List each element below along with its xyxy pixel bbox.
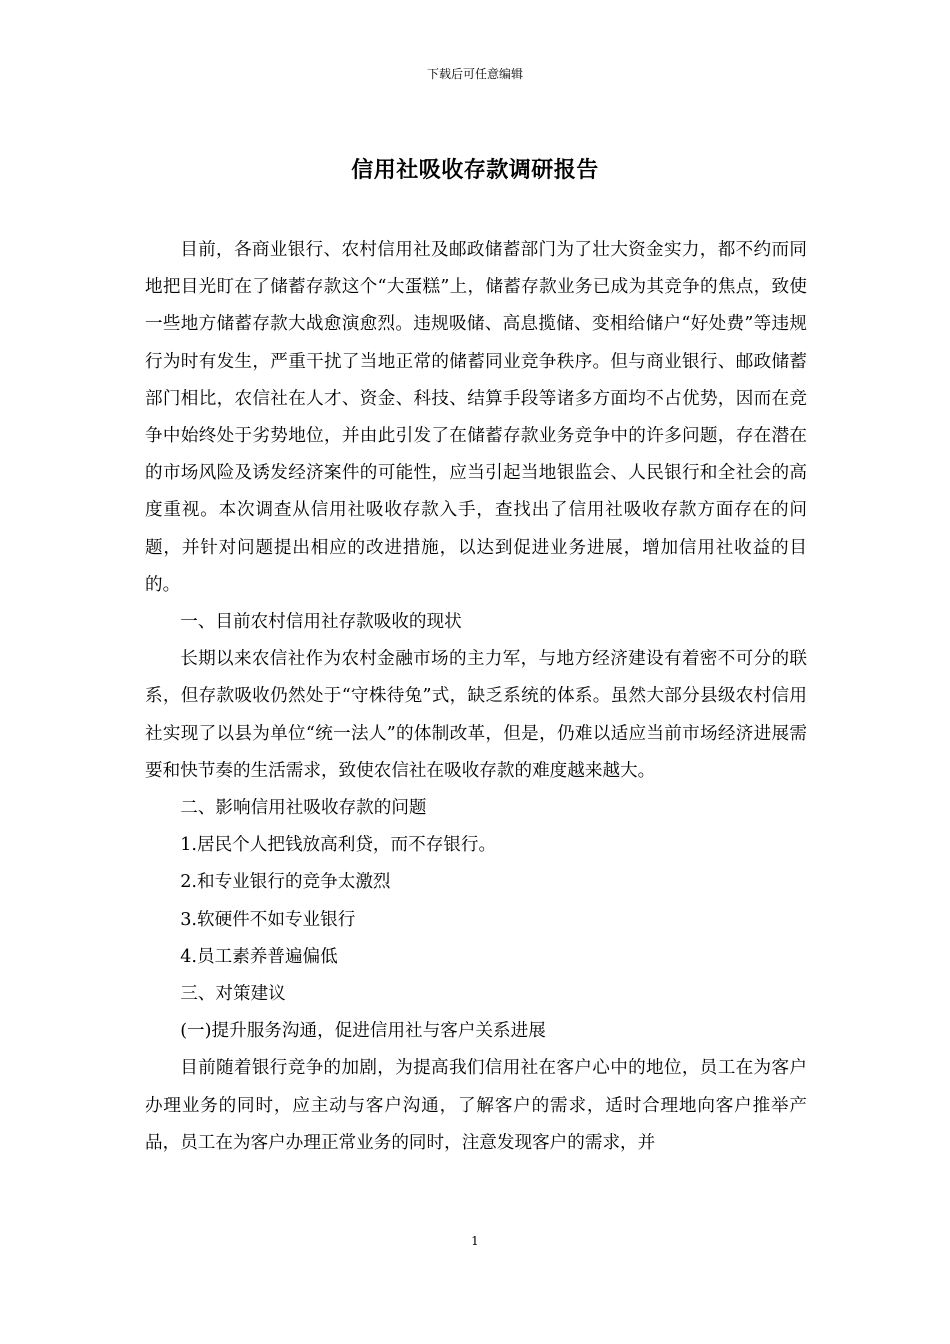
page-header-note: 下载后可任意编辑: [426, 67, 523, 81]
section-heading-2: 二、影响信用社吸收存款的问题: [180, 798, 427, 819]
section-heading-1: 一、目前农村信用社存款吸收的现状: [180, 612, 462, 633]
list-item-issue-3: 3.软硬件不如专业银行: [180, 909, 356, 930]
document-body: [145, 232, 807, 1162]
paragraph-current-status: 长期以来农信社作为农村金融市场的主力军，与地方经济建设有着密不可分的联系，但存款吸收仍然处于“守株待兔”式，缺乏系统的体系。虽然大部分县级农村信用社实现了以县为单位“统一法人”的体制改革，但是，仍难以适应当前市场经济进展需要和快节奏的生活需求，致使农信社在吸收存款的难度越来越大。: [145, 649, 807, 781]
section-heading-3: 三、对策建议: [180, 984, 286, 1005]
page-number: 1: [471, 1234, 479, 1248]
paragraph-service-communication: 目前随着银行竞争的加剧，为提高我们信用社在客户心中的地位，员工在为客户办理业务的同时，应主动与客户沟通，了解客户的需求，适时合理地向客户推举产品，员工在为客户办理正常业务的同时，注意发现客户的需求，并: [145, 1058, 807, 1153]
list-item-issue-1: 1.居民个人把钱放高利贷，而不存银行。: [180, 835, 497, 856]
list-item-issue-4: 4.员工素养普遍偏低: [180, 946, 338, 967]
list-item-issue-2: 2.和专业银行的竞争太激烈: [180, 872, 391, 893]
paragraph-intro: 目前，各商业银行、农村信用社及邮政储蓄部门为了壮大资金实力，都不约而同地把目光盯在了储蓄存款这个“大蛋糕”上，储蓄存款业务已成为其竞争的焦点，致使一些地方储蓄存款大战愈演愈烈。违规吸储、高息揽储、变相给储户“好处费”等违规行为时有发生，严重干扰了当地正常的储蓄同业竞争秩序。但与商业银行、邮政储蓄部门相比，农信社在人才、资金、科技、结算手段等诸多方面均不占优势，因而在竞争中始终处于劣势地位，并由此引发了在储蓄存款业务竞争中的许多问题，存在潜在的市场风险及诱发经济案件的可能性，应当引起当地银监会、人民银行和全社会的高度重视。本次调查从信用社吸收存款入手，查找出了信用社吸收存款方面存在的问题，并针对问题提出相应的改进措施，以达到促进业务进展，增加信用社收益的目的。: [145, 240, 807, 595]
subsection-heading-1: (一)提升服务沟通，促进信用社与客户关系进展: [180, 1021, 546, 1042]
document-title: 信用社吸收存款调研报告: [351, 157, 599, 183]
